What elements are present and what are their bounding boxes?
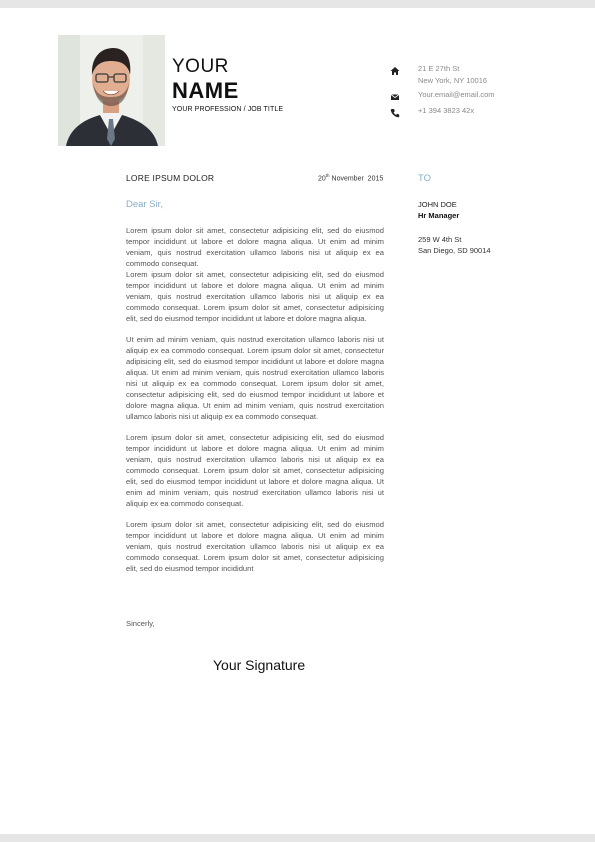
date-month-year: November 2015	[329, 175, 384, 183]
phone-icon	[390, 105, 400, 115]
date-day: 20	[318, 175, 326, 183]
letter-heading: LORE IPSUM DOLOR	[126, 173, 215, 183]
address-line-2: New York, NY 10016	[418, 75, 488, 85]
letter-date	[318, 173, 383, 182]
recipient-address	[418, 234, 491, 256]
phone-number: +1 394 3823 42x	[418, 106, 475, 115]
contact-email	[390, 89, 495, 101]
address-line-1: 21 E 27th St	[418, 64, 460, 73]
envelope-icon	[390, 89, 400, 99]
name-second-line: NAME	[172, 78, 239, 103]
body-paragraph: Lorem ipsum dolor sit amet, consectetur adipisicing elit, sed do eiusmod tempor incididunt ut labore et dolore magna aliqua. Ut enim ad minim veniam, quis nostrud exercitation ullamco laboris nisi ut aliquip ex ea commodo consequat.	[126, 226, 384, 268]
closing: Sincerly,	[126, 619, 155, 628]
profession-title: YOUR PROFESSION / JOB TITLE	[172, 106, 284, 113]
body-paragraph: Ut enim ad minim veniam, quis nostrud exercitation ullamco laboris nisi ut aliquip ex ea commodo consequat. Lorem ipsum dolor sit amet, consectetur adipisicing elit, sed do eiusmod tempor incididunt ut labore et dolore magna aliqua. Ut enim ad minim veniam, quis nostrud exercitation ullamco laboris nisi ut aliquip ex ea commodo consequat. Lorem ipsum dolor sit amet, consectetur adipisicing elit, sed do eiusmod tempor incididunt ut labore et dolore magna aliqua. Ut enim ad minim veniam, quis nostrud exercitation ullamco laboris nisi ut aliquip ex ea commodo consequat.	[126, 335, 384, 421]
signature: Your Signature	[213, 657, 306, 673]
email-link[interactable]: Your.email@email.com	[418, 90, 495, 99]
recipient-address-line-2: San Diego, SD 90014	[418, 246, 491, 255]
recipient-label: TO	[418, 173, 432, 184]
profile-photo	[58, 35, 165, 146]
body-paragraph: Lorem ipsum dolor sit amet, consectetur adipisicing elit, sed do eiusmod tempor incididunt ut labore et dolore magna aliqua. Ut enim ad minim veniam, quis nostrud exercitation ullamco laboris nisi ut aliquip ex ea commodo consequat. Lorem ipsum dolor sit amet, consectetur adipisicing elit, sed do eiusmod tempor incididunt	[126, 520, 384, 573]
body-paragraph: Lorem ipsum dolor sit amet, consectetur adipisicing elit, sed do eiusmod tempor incididunt ut labore et dolore magna aliqua. Ut enim ad minim veniam, quis nostrud exercitation ullamco laboris nisi ut aliquip ex ea commodo consequat. Lorem ipsum dolor sit amet, consectetur adipisicing elit, sed do eiusmod tempor incididunt ut labore et dolore magna aliqua. Ut enim ad minim veniam, quis nostrud exercitation ullamco laboris nisi ut aliquip ex ea commodo consequat.	[126, 433, 384, 508]
contact-phone	[390, 105, 474, 117]
contact-address	[390, 63, 487, 86]
name-first-line: YOUR	[172, 56, 229, 77]
home-icon	[390, 63, 400, 73]
letter-body	[126, 225, 384, 574]
greeting: Dear Sir,	[126, 199, 163, 210]
date-suffix: th	[325, 173, 330, 178]
letter-page	[0, 8, 595, 834]
body-paragraph: Lorem ipsum dolor sit amet, consectetur adipisicing elit, sed do eiusmod tempor incididunt ut labore et dolore magna aliqua. Ut enim ad minim veniam, quis nostrud exercitation ullamco laboris nisi ut aliquip ex ea commodo consequat. Lorem ipsum dolor sit amet, consectetur adipisicing elit, sed do eiusmod tempor incididunt ut labore et dolore magna aliqua.	[126, 270, 384, 323]
recipient-address-line-1: 259 W 4th St	[418, 235, 462, 244]
recipient-name: JOHN DOE	[418, 200, 457, 209]
recipient-title: Hr Manager	[418, 211, 460, 220]
